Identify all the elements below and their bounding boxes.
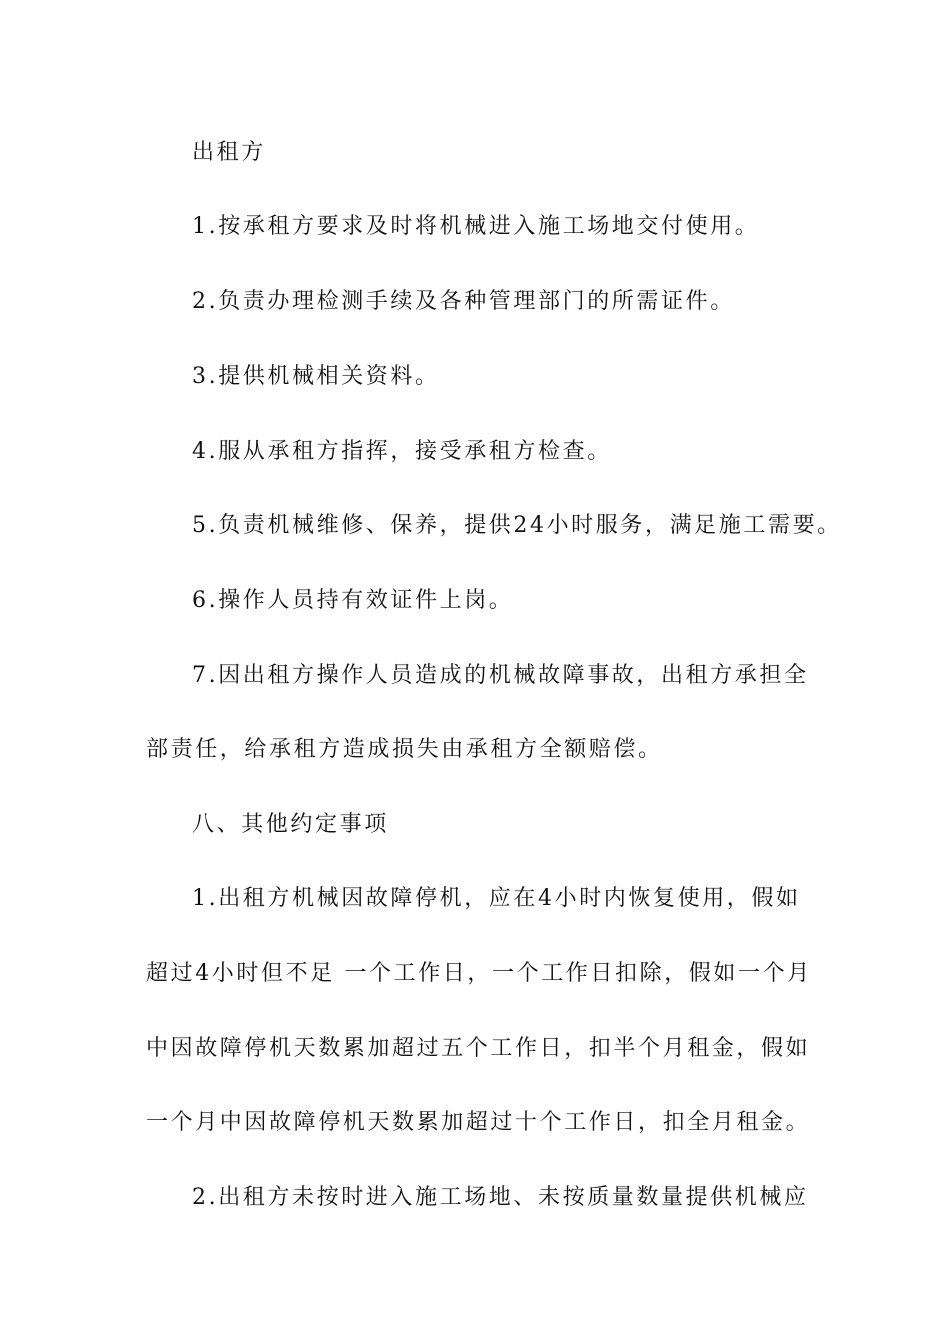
lessor-item-5: 5.负责机械维修、保养，提供24小时服务，满足施工需要。 <box>192 513 842 538</box>
section-8-item-1-line-3: 中因故障停机天数累加超过五个工作日，扣半个月租金，假如 <box>146 1036 811 1061</box>
lessor-item-2: 2.负责办理检测手续及各种管理部门的所需证件。 <box>192 289 735 314</box>
lessor-heading: 出租方 <box>192 140 266 165</box>
section-8-item-1-line-1: 1.出租方机械因故障停机，应在4小时内恢复使用，假如 <box>192 886 801 911</box>
section-8-item-1-line-4: 一个月中因故障停机天数累加超过十个工作日，扣全月租金。 <box>146 1110 811 1135</box>
section-8-item-1-line-2: 超过4小时但不足 一个工作日，一个工作日扣除，假如一个月 <box>146 961 812 986</box>
lessor-item-7-line-2: 部责任，给承租方造成损失由承租方全额赔偿。 <box>146 737 663 762</box>
lessor-item-4: 4.服从承租方指挥，接受承租方检查。 <box>192 439 612 464</box>
lessor-item-3: 3.提供机械相关资料。 <box>192 364 440 389</box>
lessor-item-6: 6.操作人员持有效证件上岗。 <box>192 588 514 613</box>
section-8-heading: 八、其他约定事项 <box>192 812 389 837</box>
lessor-item-1: 1.按承租方要求及时将机械进入施工场地交付使用。 <box>192 214 760 239</box>
section-8-item-2-line-1: 2.出租方未按时进入施工场地、未按质量数量提供机械应 <box>192 1185 809 1210</box>
lessor-item-7-line-1: 7.因出租方操作人员造成的机械故障事故，出租方承担全 <box>192 663 809 688</box>
